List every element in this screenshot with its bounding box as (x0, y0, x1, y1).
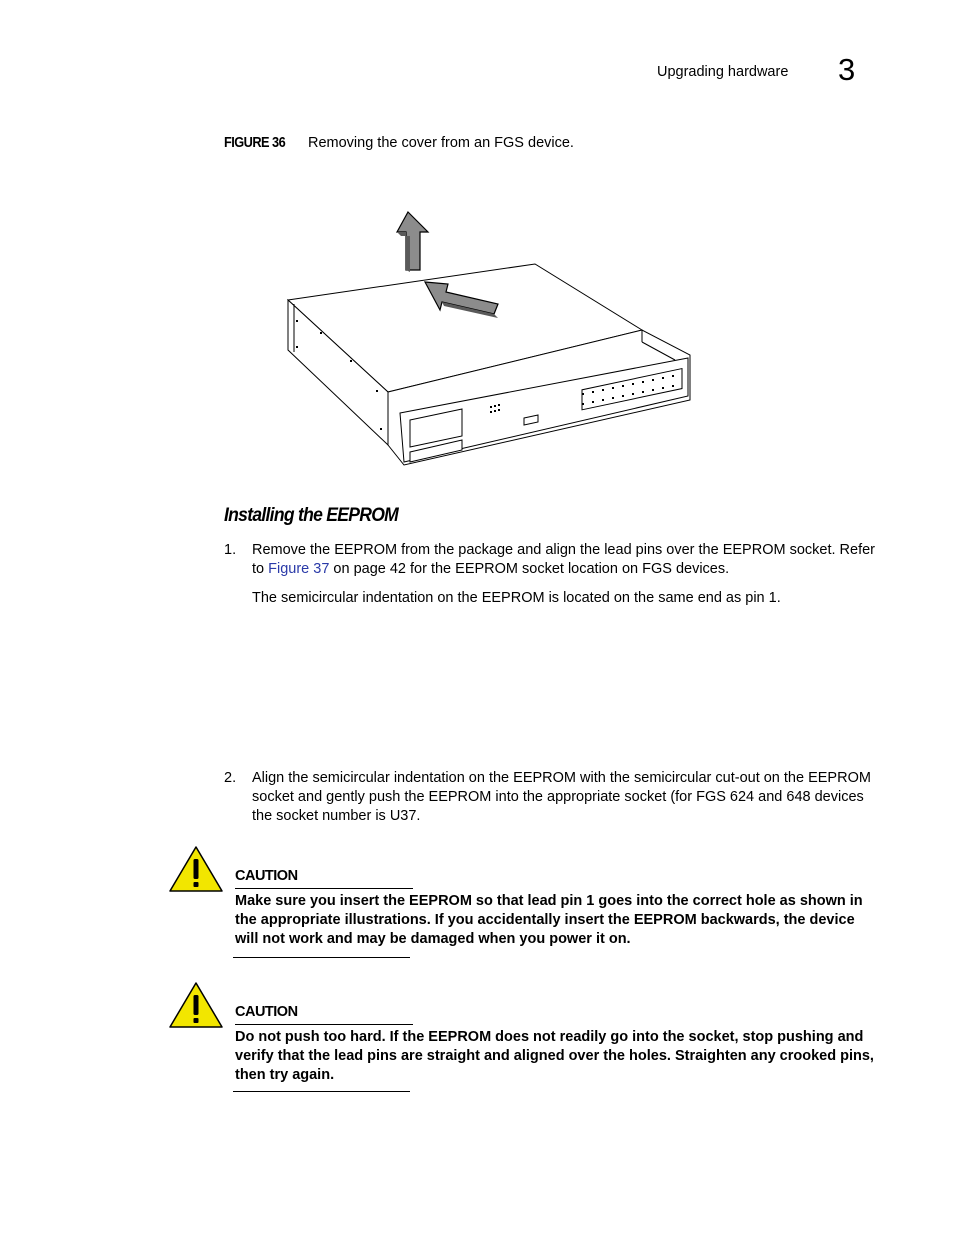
caution-label: CAUTION (235, 868, 298, 884)
step-2-text: Align the semicircular indentation on the EEPROM with the semicircular cut-out on the EEPROM socket and gently push the EEPROM into the appropriate socket (for FGS 624 and 648 devices the socket number is U37. (252, 770, 871, 824)
caution-notice-2 (168, 981, 888, 1101)
step-1-text-before-link: Remove the EEPROM from the package and align the lead pins over the EEPROM socket. Refer to (252, 542, 875, 577)
device-cover-illustration (280, 200, 700, 475)
step-1-number: 1. (224, 542, 237, 558)
figure-37-link[interactable]: Figure 37 (268, 561, 330, 577)
caution-divider-top (235, 888, 413, 889)
warning-icon (168, 981, 224, 1031)
figure-caption: Removing the cover from an FGS device. (308, 135, 574, 151)
running-header-title: Upgrading hardware (657, 64, 789, 80)
step-1-text-after-link: on page 42 for the EEPROM socket location on FGS devices. (329, 561, 730, 577)
step-1-note: The semicircular indentation on the EEPROM is located on the same end as pin 1. (252, 590, 781, 606)
step-2-number: 2. (224, 770, 237, 786)
chapter-number: 3 (838, 52, 856, 87)
section-heading: Installing the EEPROM (224, 504, 399, 526)
caution-divider-bottom (233, 957, 410, 958)
figure-label: FIGURE 36 (224, 135, 286, 151)
step-1-text (252, 541, 877, 579)
caution-label: CAUTION (235, 1004, 298, 1020)
caution-text: Make sure you insert the EEPROM so that lead pin 1 goes into the correct hole as shown in the appropriate illustrations. If you accidentally insert the EEPROM backwards, the device will not work and may be damaged when you power it on. (235, 893, 863, 947)
caution-divider-bottom (233, 1091, 410, 1092)
caution-notice-1 (168, 845, 888, 965)
caution-divider-top (235, 1024, 413, 1025)
warning-icon (168, 845, 224, 895)
caution-text: Do not push too hard. If the EEPROM does not readily go into the socket, stop pushing and verify that the lead pins are straight and aligned over the holes. Straighten any crooked pins, then try again. (235, 1029, 874, 1083)
